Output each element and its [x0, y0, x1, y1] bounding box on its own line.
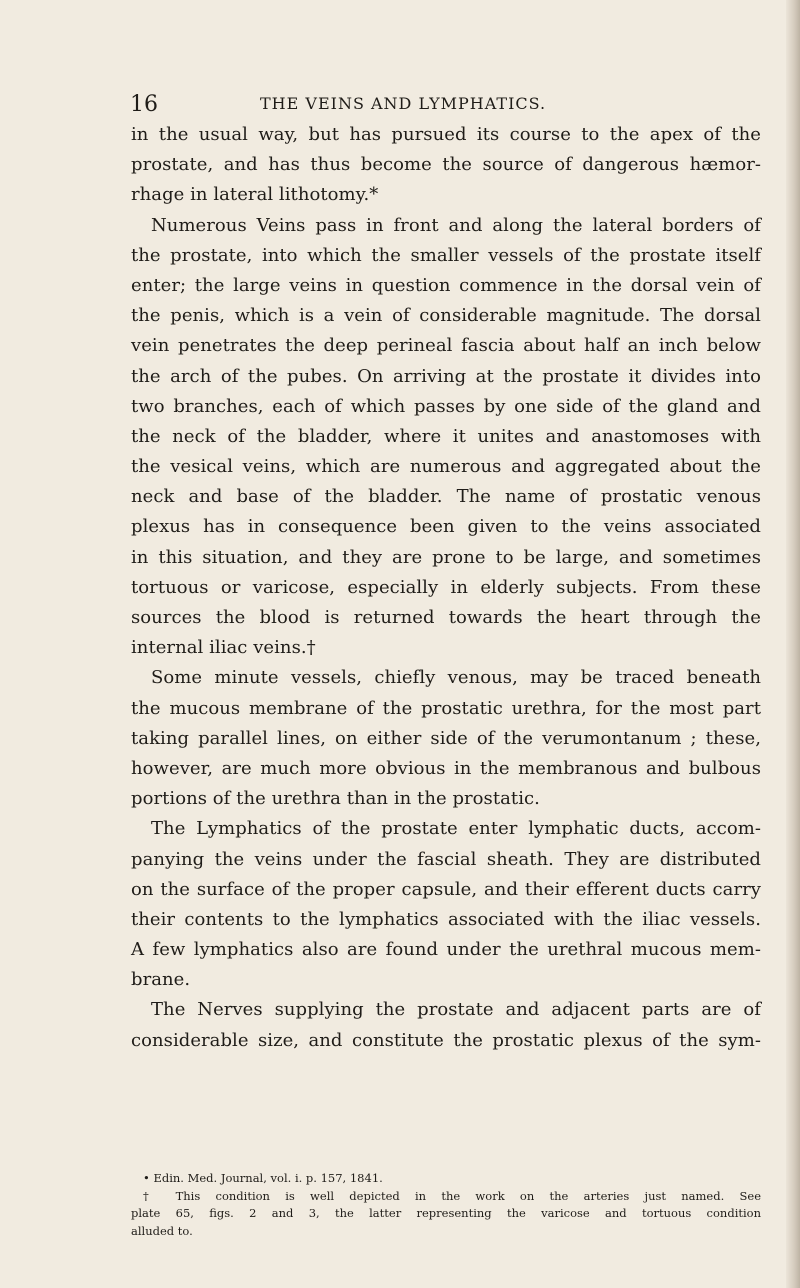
text-line: The Lymphatics of the prostate enter lymphatic ducts, accom-: [151, 818, 761, 840]
text-line: Numerous Veins pass in front and along the lateral borders of: [151, 214, 761, 236]
text-line: in this situation, and they are prone to be large, and sometimes: [131, 546, 761, 568]
running-head: [130, 92, 750, 120]
text-line: taking parallel lines, on either side of the verumontanum ; these,: [131, 727, 761, 749]
text-line: enter; the large veins in question commence in the dorsal vein of: [131, 274, 761, 296]
page-edge: [786, 0, 800, 1288]
text-line: vein penetrates the deep perineal fascia about half an inch below: [131, 335, 761, 357]
text-line: panying the veins under the fascial sheath. They are distributed: [131, 848, 761, 870]
text-line: brane.: [131, 969, 191, 991]
body-text: [131, 120, 761, 1056]
text-line: in the usual way, but has pursued its course to the apex of the: [131, 124, 761, 145]
text-line: The Nerves supplying the prostate and adjacent parts are of: [151, 999, 761, 1021]
text-line: neck and base of the bladder. The name of prostatic venous: [131, 486, 761, 508]
text-line: the mucous membrane of the prostatic urethra, for the most part: [131, 697, 761, 719]
text-line: Some minute vessels, chiefly venous, may be traced beneath: [151, 667, 761, 689]
page-header-title: THE VEINS AND LYMPHATICS.: [260, 94, 547, 113]
text-line: rhage in lateral lithotomy.*: [131, 184, 379, 206]
text-line: the neck of the bladder, where it unites and anastomoses with: [131, 425, 761, 447]
page-number: 16: [130, 92, 158, 117]
text-line: A few lymphatics also are found under the urethral mucous mem-: [131, 939, 761, 961]
footnote-line: plate 65, figs. 2 and 3, the latter representing the varicose and tortuous condition: [131, 1206, 761, 1220]
text-line: the arch of the pubes. On arriving at the prostate it divides into: [131, 365, 761, 387]
footnote-line: alluded to.: [131, 1223, 193, 1238]
text-line: portions of the urethra than in the prostatic.: [131, 788, 540, 810]
text-line: however, are much more obvious in the membranous and bulbous: [131, 757, 761, 779]
text-line: considerable size, and constitute the prostatic plexus of the sym-: [131, 1029, 761, 1051]
text-line: their contents to the lymphatics associated with the iliac vessels.: [131, 908, 761, 930]
text-line: the penis, which is a vein of considerable magnitude. The dorsal: [131, 305, 761, 327]
text-line: on the surface of the proper capsule, and their efferent ducts carry: [131, 878, 761, 900]
text-line: the vesical veins, which are numerous and aggregated about the: [131, 456, 761, 478]
footnotes: [131, 1170, 761, 1240]
text-line: the prostate, into which the smaller vessels of the prostate itself: [131, 244, 761, 266]
footnote-line: • Edin. Med. Journal, vol. i. p. 157, 1841.: [143, 1171, 383, 1185]
text-line: prostate, and has thus become the source of dangerous hæmor-: [131, 154, 761, 176]
footnote-line: † This condition is well depicted in the work on the arteries just named. See: [143, 1188, 761, 1203]
text-line: two branches, each of which passes by one side of the gland and: [131, 395, 761, 417]
text-line: tortuous or varicose, especially in elderly subjects. From these: [131, 576, 761, 598]
text-line: plexus has in consequence been given to the veins associated: [131, 516, 761, 538]
text-line: sources the blood is returned towards the heart through the: [131, 607, 761, 628]
text-line: internal iliac veins.†: [131, 637, 316, 659]
